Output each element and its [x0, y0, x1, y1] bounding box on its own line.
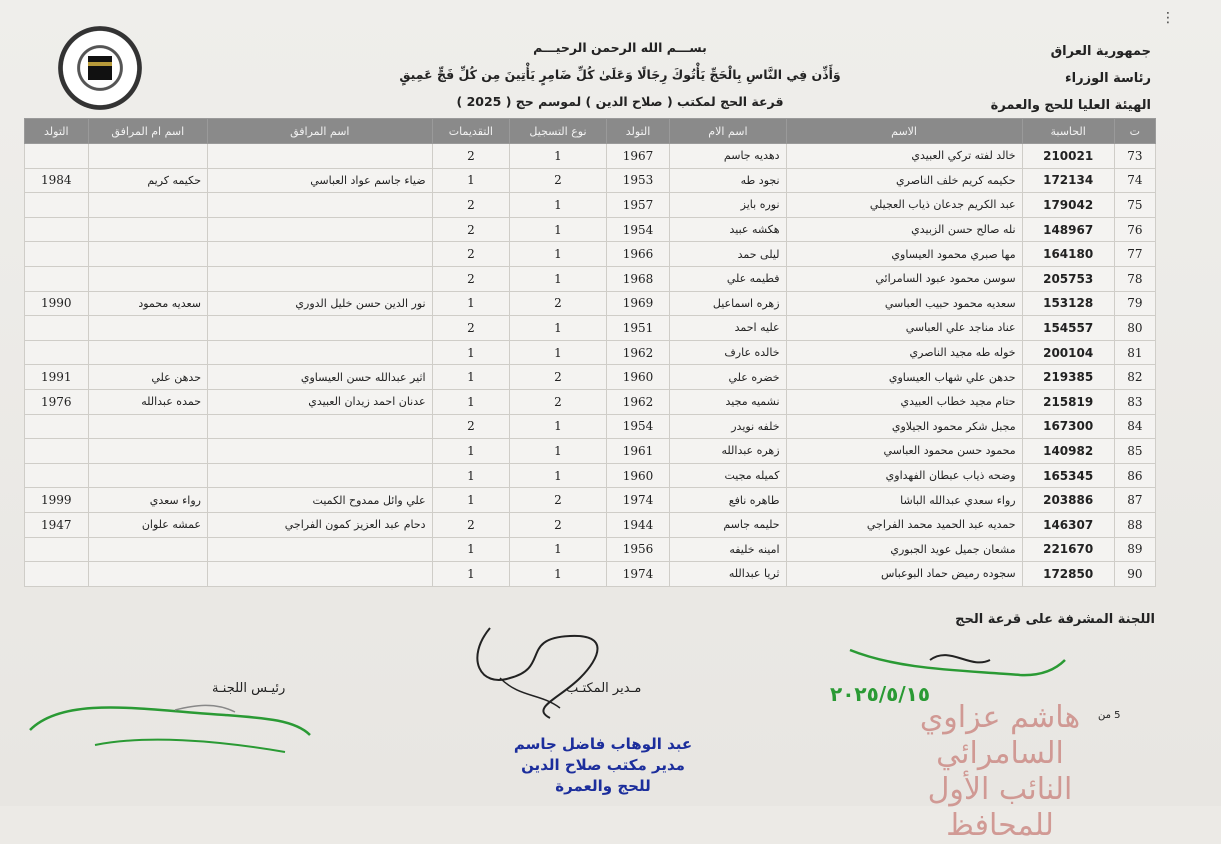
table-cell: 1999: [25, 488, 89, 513]
table-cell: عليه احمد: [670, 316, 786, 341]
authority-name: الهيئة العليا للحج والعمرة: [990, 98, 1151, 113]
table-cell: رواء سعدي: [88, 488, 207, 513]
table-cell: [25, 562, 89, 587]
stamp-line-name: عبد الوهاب فاضل جاسم: [513, 735, 693, 753]
table-cell: 1: [432, 340, 510, 365]
table-cell: 1991: [25, 365, 89, 390]
table-cell: [88, 193, 207, 218]
table-cell: رواء سعدي عبدالله الباشا: [786, 488, 1022, 513]
table-cell: حكيمه كريم خلف الناصري: [786, 168, 1022, 193]
table-cell: 167300: [1022, 414, 1114, 439]
table-cell: 1: [510, 340, 607, 365]
table-cell: [208, 340, 433, 365]
table-cell: 210021: [1022, 144, 1114, 169]
more-options-icon[interactable]: ⋮: [1161, 10, 1175, 26]
table-cell: خضره علي: [670, 365, 786, 390]
table-cell: زهره عبدالله: [670, 439, 786, 464]
column-header: الحاسبة: [1022, 119, 1114, 144]
table-row: [25, 537, 1156, 562]
table-cell: طاهره نافع: [670, 488, 786, 513]
table-cell: [25, 193, 89, 218]
table-cell: [88, 439, 207, 464]
table-cell: 1984: [25, 168, 89, 193]
table-cell: 77: [1114, 242, 1155, 267]
table-cell: 1956: [606, 537, 670, 562]
table-cell: 1: [510, 316, 607, 341]
table-row: [25, 414, 1156, 439]
table-cell: [25, 340, 89, 365]
column-header: اسم الام: [670, 119, 786, 144]
table-cell: [25, 242, 89, 267]
ministry-name: رئاسة الوزراء: [1065, 71, 1151, 86]
table-cell: 81: [1114, 340, 1155, 365]
table-row: [25, 217, 1156, 242]
table-cell: 200104: [1022, 340, 1114, 365]
table-cell: [208, 144, 433, 169]
table-cell: [208, 217, 433, 242]
table-cell: 1: [510, 463, 607, 488]
director-stamp: [493, 734, 713, 797]
table-cell: 1: [510, 266, 607, 291]
table-cell: 1: [432, 389, 510, 414]
table-row: [25, 316, 1156, 341]
table-cell: 1962: [606, 389, 670, 414]
country-name: جمهورية العراق: [1050, 44, 1151, 59]
table-cell: محمود حسن محمود العباسي: [786, 439, 1022, 464]
table-row: [25, 340, 1156, 365]
column-header: التولد: [25, 119, 89, 144]
table-cell: حمده عبدالله: [88, 389, 207, 414]
table-cell: 1: [510, 537, 607, 562]
table-cell: 1: [510, 562, 607, 587]
table-cell: 85: [1114, 439, 1155, 464]
table-cell: سعديه محمود حبيب العباسي: [786, 291, 1022, 316]
table-cell: [208, 266, 433, 291]
table-cell: [25, 537, 89, 562]
table-cell: 80: [1114, 316, 1155, 341]
table-row: [25, 439, 1156, 464]
table-body: [25, 144, 1156, 587]
column-header: نوع التسجيل: [510, 119, 607, 144]
table-row: [25, 193, 1156, 218]
table-cell: 221670: [1022, 537, 1114, 562]
table-cell: نور الدين حسن خليل الدوري: [208, 291, 433, 316]
table-cell: 1: [510, 439, 607, 464]
table-cell: 75: [1114, 193, 1155, 218]
table-cell: 1: [432, 488, 510, 513]
table-cell: [25, 266, 89, 291]
table-cell: 1967: [606, 144, 670, 169]
red-stamp-name: هاشم عزاوي السامرائي: [919, 700, 1081, 771]
deputy-governor-stamp: [895, 700, 1105, 844]
table-cell: 1966: [606, 242, 670, 267]
table-cell: [208, 242, 433, 267]
table-cell: 1: [432, 365, 510, 390]
table-cell: 1: [432, 168, 510, 193]
table-cell: مشعان جميل عويد الجبوري: [786, 537, 1022, 562]
table-cell: 1961: [606, 439, 670, 464]
table-cell: [25, 414, 89, 439]
table-cell: 153128: [1022, 291, 1114, 316]
president-label: رئيـس اللجنـة: [212, 681, 286, 696]
table-cell: نله صالح حسن الزبيدي: [786, 217, 1022, 242]
table-cell: [208, 537, 433, 562]
table-cell: 1947: [25, 512, 89, 537]
table-cell: 164180: [1022, 242, 1114, 267]
table-cell: [88, 242, 207, 267]
header-title-block: [380, 34, 860, 115]
table-row: [25, 562, 1156, 587]
table-cell: 1954: [606, 217, 670, 242]
table-cell: 172850: [1022, 562, 1114, 587]
table-cell: نجود طه: [670, 168, 786, 193]
table-cell: 76: [1114, 217, 1155, 242]
table-cell: 87: [1114, 488, 1155, 513]
table-cell: وضحه ذياب عبطان الفهداوي: [786, 463, 1022, 488]
table-cell: 1951: [606, 316, 670, 341]
table-cell: 79: [1114, 291, 1155, 316]
committee-title: اللجنة المشرفة على قرعة الحج: [955, 612, 1155, 627]
table-cell: [208, 193, 433, 218]
red-stamp-title: النائب الأول للمحافظ: [927, 772, 1073, 843]
table-cell: 172134: [1022, 168, 1114, 193]
table-cell: عبد الكريم جدعان ذياب العجيلي: [786, 193, 1022, 218]
table-cell: 140982: [1022, 439, 1114, 464]
table-cell: امينه خليفه: [670, 537, 786, 562]
column-header: اسم ام المرافق: [88, 119, 207, 144]
table-cell: نشميه مجيد: [670, 389, 786, 414]
table-cell: 219385: [1022, 365, 1114, 390]
table-cell: سجوده رميض حماد البوعباس: [786, 562, 1022, 587]
table-cell: زهره اسماعيل: [670, 291, 786, 316]
table-cell: [208, 463, 433, 488]
table-cell: 2: [432, 242, 510, 267]
table-cell: 78: [1114, 266, 1155, 291]
table-cell: 2: [510, 512, 607, 537]
table-cell: هكشه عبيد: [670, 217, 786, 242]
table-cell: 2: [510, 291, 607, 316]
table-cell: 1954: [606, 414, 670, 439]
header-authority-block: [891, 38, 1151, 119]
table-cell: خالده عارف: [670, 340, 786, 365]
table-cell: 215819: [1022, 389, 1114, 414]
table-cell: [88, 414, 207, 439]
hajj-authority-logo-icon: [58, 26, 142, 110]
director-signature: [460, 618, 630, 728]
table-cell: 2: [432, 414, 510, 439]
table-row: [25, 242, 1156, 267]
table-cell: خلفه نويدر: [670, 414, 786, 439]
table-cell: حليمه جاسم: [670, 512, 786, 537]
table-row: [25, 389, 1156, 414]
table-cell: دحام عبد العزيز كمون الفراجي: [208, 512, 433, 537]
table-cell: نوره بايز: [670, 193, 786, 218]
table-cell: حتام مجيد خطاب العبيدي: [786, 389, 1022, 414]
table-cell: 2: [510, 389, 607, 414]
table-cell: 1962: [606, 340, 670, 365]
table-row: [25, 365, 1156, 390]
table-cell: حدهن علي: [88, 365, 207, 390]
date-signature: ٢٠٢٥/٥/١٥: [830, 682, 931, 706]
table-cell: 2: [432, 217, 510, 242]
table-cell: 1: [510, 242, 607, 267]
table-cell: 1976: [25, 389, 89, 414]
table-cell: 1960: [606, 463, 670, 488]
table-cell: مجبل شكر محمود الجيلاوي: [786, 414, 1022, 439]
table-row: [25, 266, 1156, 291]
table-cell: 1: [510, 193, 607, 218]
table-cell: عناد مناجد علي العباسي: [786, 316, 1022, 341]
table-row: [25, 144, 1156, 169]
table-row: [25, 488, 1156, 513]
table-cell: ثريا عبدالله: [670, 562, 786, 587]
table-row: [25, 291, 1156, 316]
column-header: الاسم: [786, 119, 1022, 144]
table-cell: 2: [432, 512, 510, 537]
table-cell: 2: [432, 316, 510, 341]
table-cell: 86: [1114, 463, 1155, 488]
stamp-line-title: مدير مكتب صلاح الدين: [521, 756, 685, 774]
table-row: [25, 512, 1156, 537]
table-cell: 2: [510, 168, 607, 193]
table-cell: 1953: [606, 168, 670, 193]
table-cell: [25, 439, 89, 464]
table-row: [25, 168, 1156, 193]
table-cell: 179042: [1022, 193, 1114, 218]
table-cell: [88, 266, 207, 291]
table-cell: 2: [432, 144, 510, 169]
table-cell: ضياء جاسم عواد العباسي: [208, 168, 433, 193]
table-cell: 1960: [606, 365, 670, 390]
table-cell: سوسن محمود عبود السامرائي: [786, 266, 1022, 291]
table-cell: [88, 340, 207, 365]
table-cell: 2: [510, 488, 607, 513]
table-cell: [208, 414, 433, 439]
table-cell: خالد لفته تركي العبيدي: [786, 144, 1022, 169]
table-cell: [88, 562, 207, 587]
pilgrims-table: [24, 118, 1156, 587]
table-cell: ليلى حمد: [670, 242, 786, 267]
table-cell: 1974: [606, 488, 670, 513]
table-cell: 88: [1114, 512, 1155, 537]
table-cell: 84: [1114, 414, 1155, 439]
table-cell: [208, 316, 433, 341]
table-cell: 165345: [1022, 463, 1114, 488]
table-cell: حدهن علي شهاب العيساوي: [786, 365, 1022, 390]
table-cell: عدنان احمد زيدان العبيدي: [208, 389, 433, 414]
table-cell: اثير عبدالله حسن العيساوي: [208, 365, 433, 390]
table-cell: [88, 463, 207, 488]
basmala: بســـم الله الرحمن الرحيـــم: [533, 40, 707, 55]
table-cell: 1: [510, 144, 607, 169]
table-cell: علي وائل ممدوح الكميت: [208, 488, 433, 513]
column-header: التقديمات: [432, 119, 510, 144]
lottery-title: قرعة الحج لمكتب ( صلاح الدين ) لموسم حج ( 2025 ): [456, 94, 784, 109]
column-header: ت: [1114, 119, 1155, 144]
table-cell: 1974: [606, 562, 670, 587]
table-cell: حكيمه كريم: [88, 168, 207, 193]
table-cell: 1969: [606, 291, 670, 316]
column-header: التولد: [606, 119, 670, 144]
table-cell: [25, 316, 89, 341]
table-cell: [25, 463, 89, 488]
table-cell: 1968: [606, 266, 670, 291]
table-cell: 90: [1114, 562, 1155, 587]
table-cell: 1: [432, 463, 510, 488]
table-cell: [208, 562, 433, 587]
table-cell: 1: [432, 291, 510, 316]
table-cell: 1: [510, 414, 607, 439]
table-cell: 74: [1114, 168, 1155, 193]
table-cell: سعديه محمود: [88, 291, 207, 316]
table-cell: عمشه علوان: [88, 512, 207, 537]
table-cell: [88, 537, 207, 562]
table-cell: 83: [1114, 389, 1155, 414]
table-cell: 1: [510, 217, 607, 242]
table-cell: [208, 439, 433, 464]
table-cell: 1: [432, 562, 510, 587]
table-cell: 82: [1114, 365, 1155, 390]
table-cell: [88, 217, 207, 242]
table-cell: 1: [432, 439, 510, 464]
table-cell: كميله مجيت: [670, 463, 786, 488]
table-cell: 205753: [1022, 266, 1114, 291]
table-cell: 73: [1114, 144, 1155, 169]
table-cell: 148967: [1022, 217, 1114, 242]
table-cell: [25, 144, 89, 169]
page-number: 5 من: [1098, 710, 1121, 721]
table-cell: خوله طه مجيد الناصري: [786, 340, 1022, 365]
table-cell: 1: [432, 537, 510, 562]
table-header-row: [25, 119, 1156, 144]
table-cell: فطيمه علي: [670, 266, 786, 291]
table-cell: 2: [432, 266, 510, 291]
table-cell: مها صبري محمود العيساوي: [786, 242, 1022, 267]
table-cell: [25, 217, 89, 242]
column-header: اسم المرافق: [208, 119, 433, 144]
table-cell: 1944: [606, 512, 670, 537]
quran-verse: وَأَذِّن فِي النَّاسِ بِالْحَجِّ يَأْتُوكَ رِجَالًا وَعَلَىٰ كُلِّ ضَامِرٍ يَأْتِينَ مِن كُلِّ فَجٍّ عَمِيقٍ: [399, 67, 841, 82]
table-cell: 1957: [606, 193, 670, 218]
table-row: [25, 463, 1156, 488]
table-cell: 146307: [1022, 512, 1114, 537]
table-cell: 2: [432, 193, 510, 218]
table-cell: 1990: [25, 291, 89, 316]
president-signature: [25, 690, 315, 760]
table-cell: 203886: [1022, 488, 1114, 513]
table-cell: حمديه عبد الحميد محمد الفراجي: [786, 512, 1022, 537]
table-cell: 154557: [1022, 316, 1114, 341]
table-cell: 89: [1114, 537, 1155, 562]
stamp-line-org: للحج والعمرة: [555, 777, 651, 795]
table-cell: [88, 316, 207, 341]
director-label: مـدير المكتـب: [566, 681, 642, 696]
table-cell: [88, 144, 207, 169]
table-cell: دهديه جاسم: [670, 144, 786, 169]
table-cell: 2: [510, 365, 607, 390]
